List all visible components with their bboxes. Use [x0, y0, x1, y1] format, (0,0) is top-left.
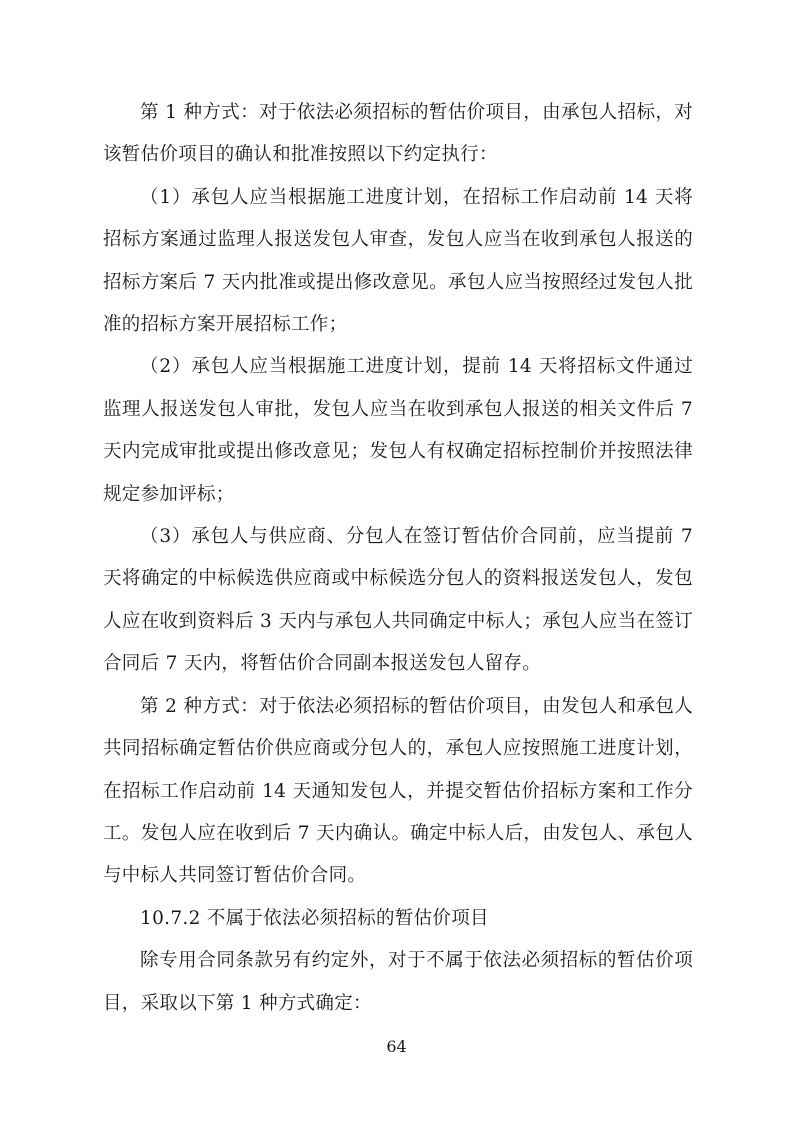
- paragraph-method-1: 第 1 种方式：对于依法必须招标的暂估价项目，由承包人招标，对该暂估价项目的确认和批准按照以下约定执行：: [103, 102, 693, 166]
- paragraph-item-2: （2）承包人应当根据施工进度计划，提前 14 天将招标文件通过监理人报送发包人审批，发包人应当在收到承包人报送的相关文件后 7 天内完成审批或提出修改意见；发包人有权确定招标控制价并按照法律规定参加评标；: [103, 356, 693, 505]
- section-heading-10-7-2: 10.7.2 不属于依法必须招标的暂估价项目: [140, 907, 489, 929]
- document-body: [103, 92, 693, 1025]
- paragraph-item-3: （3）承包人与供应商、分包人在签订暂估价合同前，应当提前 7 天将确定的中标候选供应商或中标候选分包人的资料报送发包人，发包人应在收到资料后 3 天内与承包人共同确定中标人；承包人应当在签订合同后 7 天内，将暂估价合同副本报送发包人留存。: [103, 526, 693, 675]
- page-number: 64: [386, 1037, 407, 1056]
- paragraph-method-2: 第 2 种方式：对于依法必须招标的暂估价项目，由发包人和承包人共同招标确定暂估价供应商或分包人的，承包人应按照施工进度计划，在招标工作启动前 14 天通知发包人，并提交暂估价招标方案和工作分工。发包人应在收到后 7 天内确认。确定中标人后，由发包人、承包人与中标人共同签订暂估价合同。: [103, 695, 693, 887]
- paragraph-non-mandatory: 除专用合同条款另有约定外，对于不属于依法必须招标的暂估价项目，采取以下第 1 种方式确定：: [103, 950, 693, 1014]
- paragraph-item-1: （1）承包人应当根据施工进度计划，在招标工作启动前 14 天将招标方案通过监理人报送发包人审查，发包人应当在收到承包人报送的招标方案后 7 天内批准或提出修改意见。承包人应当按照经过发包人批准的招标方案开展招标工作；: [103, 186, 693, 336]
